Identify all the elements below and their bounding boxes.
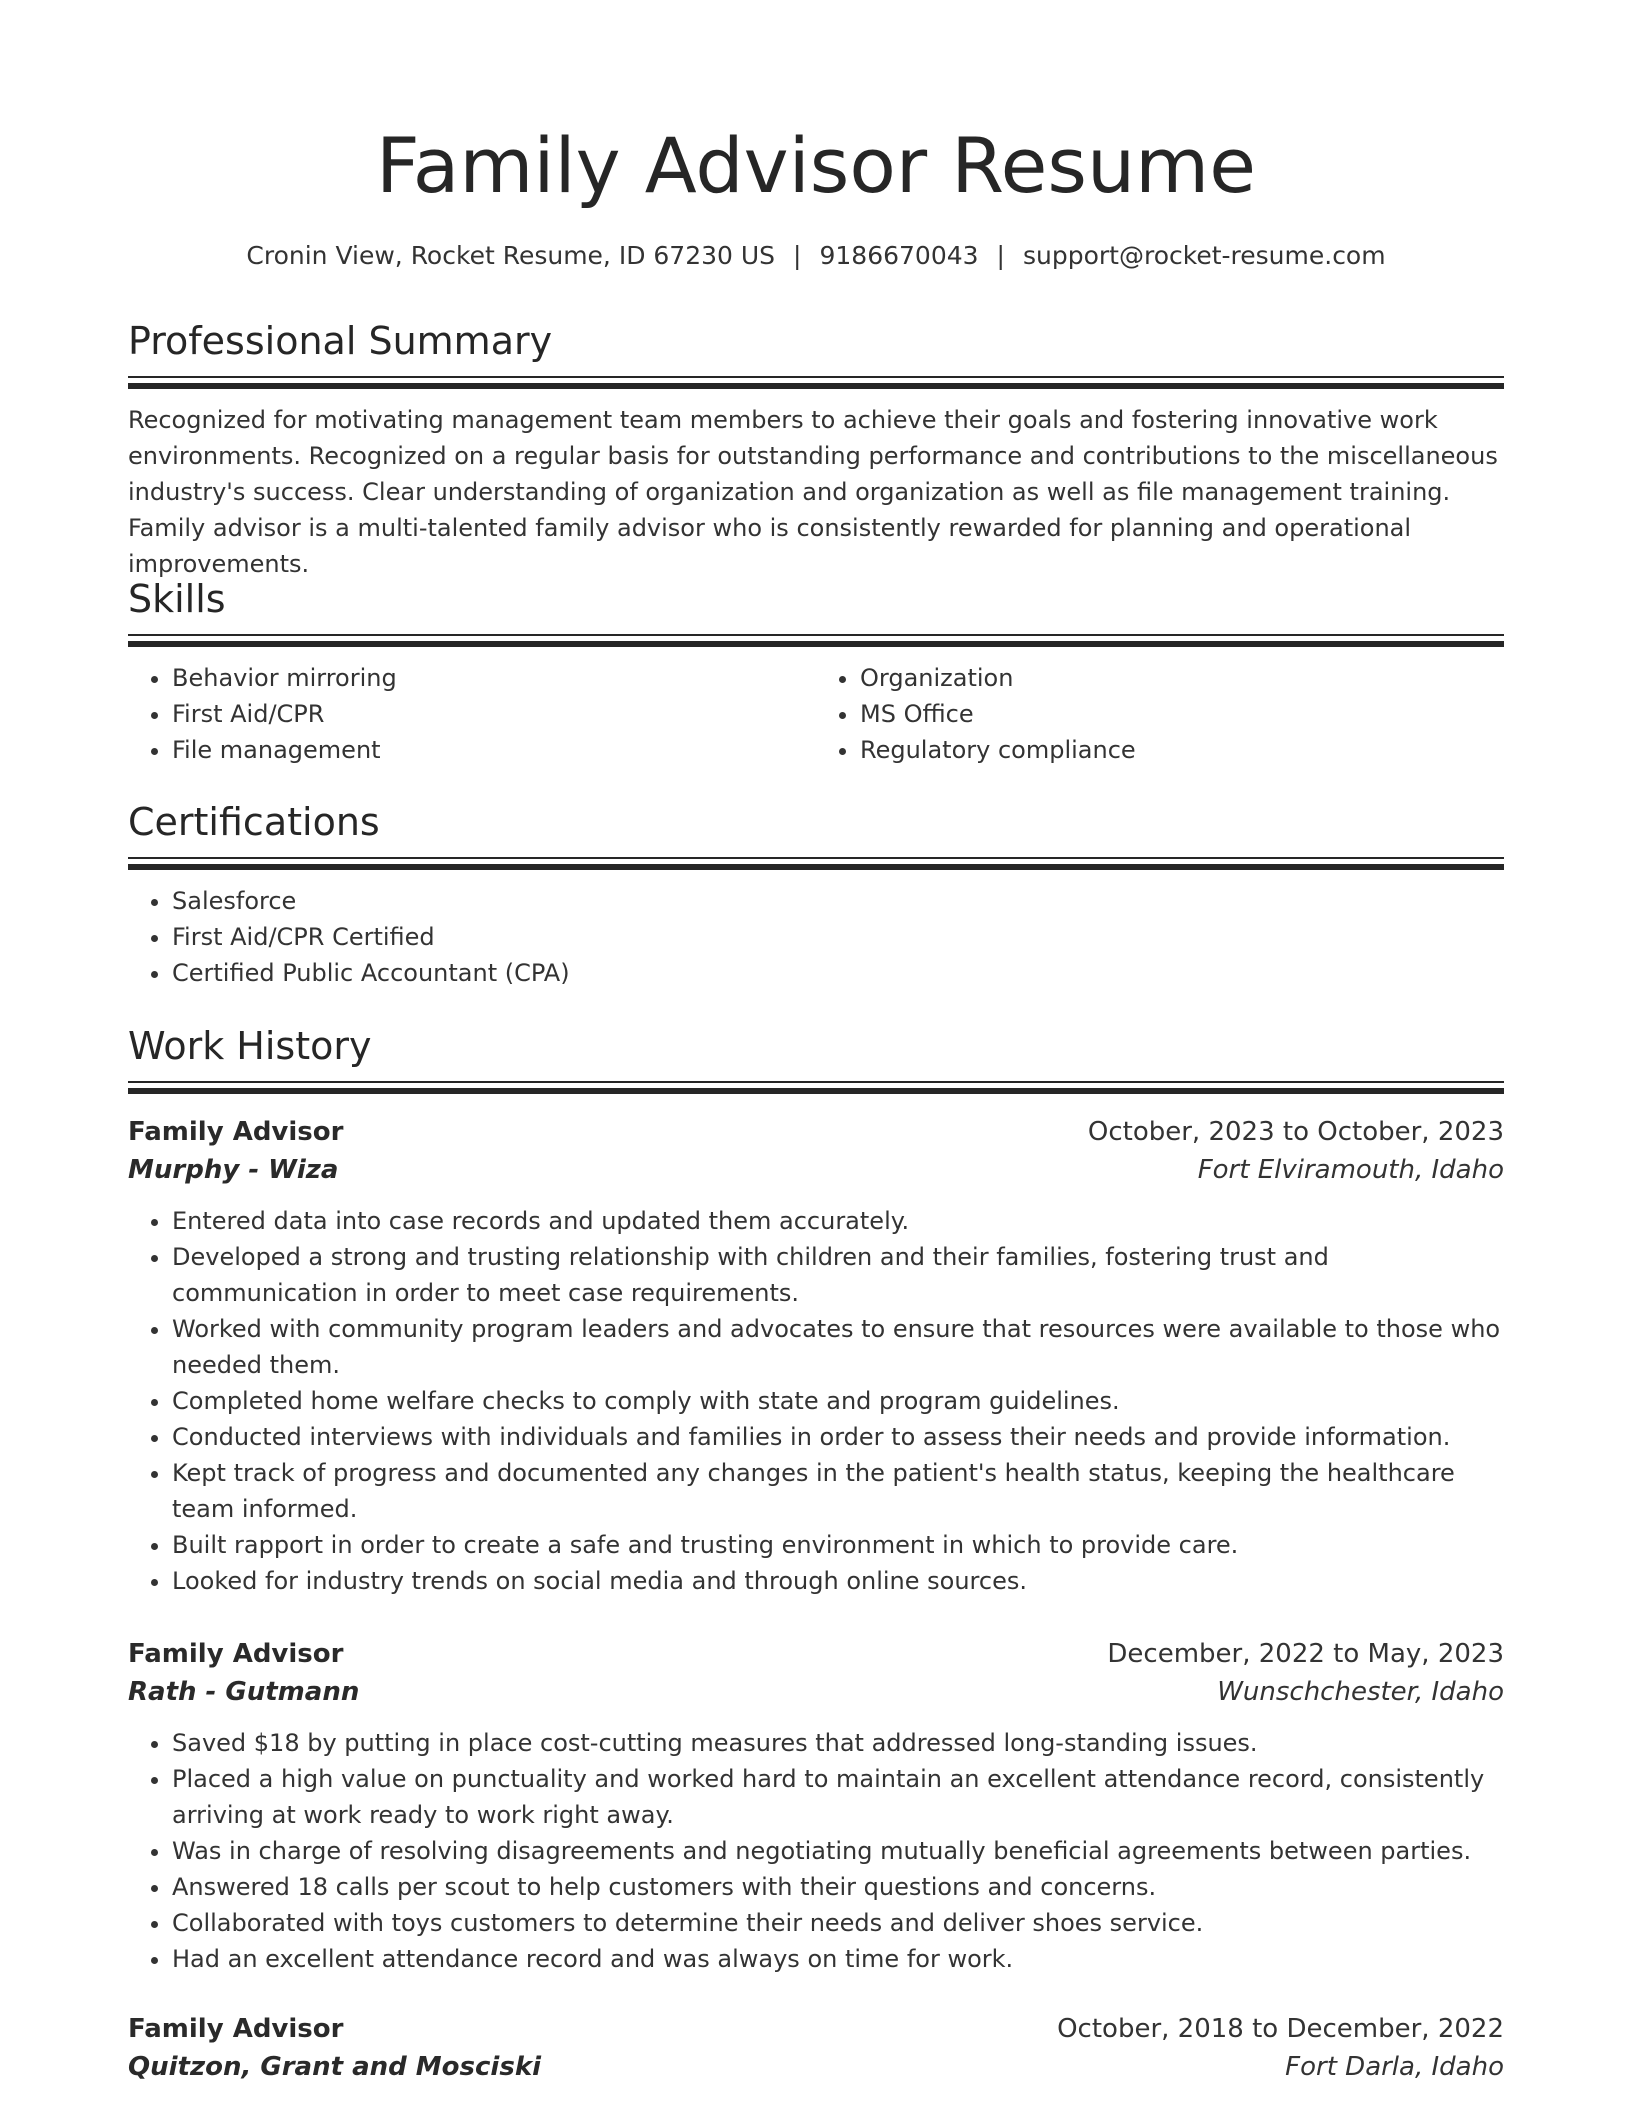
job-location: Wunschchester, Idaho [1217, 1677, 1504, 1707]
section-heading: Skills [128, 577, 226, 621]
section-heading: Work History [128, 1024, 372, 1068]
job-bullet: • Collaborated with toys customers to determine their needs and deliver shoes service. [172, 1905, 1504, 1941]
contact-separator: | [996, 241, 1005, 270]
job-dates: October, 2018 to December, 2022 [1057, 2014, 1504, 2044]
job-company: Rath - Gutmann [128, 1677, 360, 1707]
skill-item: • Organization [860, 660, 1504, 696]
job-company-row [128, 2048, 1504, 2086]
job-entry [128, 1113, 1504, 1599]
job-entry [128, 2010, 1504, 2086]
job-bullet: • Placed a high value on punctuality and worked hard to maintain an excellent attendance record, consistently arriving at work ready to work right away. [172, 1761, 1504, 1833]
skills-list-left [128, 660, 816, 768]
skills-list-right [816, 660, 1504, 768]
job-company: Murphy - Wiza [128, 1155, 339, 1185]
certification-item: • Certified Public Accountant (CPA) [172, 955, 1504, 991]
section-heading: Certifications [128, 800, 380, 844]
job-bullet: • Completed home welfare checks to comply with state and program guidelines. [172, 1383, 1504, 1419]
skill-item: • Behavior mirroring [172, 660, 816, 696]
section-divider [128, 634, 1504, 648]
job-location: Fort Darla, Idaho [1285, 2052, 1504, 2082]
contact-phone: 9186670043 [819, 241, 979, 270]
job-bullet: • Looked for industry trends on social media and through online sources. [172, 1563, 1504, 1599]
skill-item: • File management [172, 732, 816, 768]
contact-line [128, 238, 1504, 274]
section-divider [128, 857, 1504, 871]
skill-item: • First Aid/CPR [172, 696, 816, 732]
job-bullet: • Was in charge of resolving disagreements and negotiating mutually beneficial agreements between parties. [172, 1833, 1504, 1869]
job-company-row [128, 1673, 1504, 1711]
job-title-row [128, 1635, 1504, 1673]
job-bullet: • Built rapport in order to create a safe and trusting environment in which to provide care. [172, 1527, 1504, 1563]
contact-email[interactable]: support@rocket-resume.com [1022, 241, 1386, 270]
job-bullet: • Entered data into case records and updated them accurately. [172, 1203, 1504, 1239]
section-divider [128, 1081, 1504, 1095]
job-title: Family Advisor [128, 2014, 344, 2044]
job-company-row [128, 1151, 1504, 1189]
job-bullet: • Saved $18 by putting in place cost-cutting measures that addressed long-standing issues. [172, 1725, 1504, 1761]
section-divider [128, 376, 1504, 390]
job-bullets [128, 1725, 1504, 1977]
job-title-row [128, 1113, 1504, 1151]
job-bullet: • Answered 18 calls per scout to help customers with their questions and concerns. [172, 1869, 1504, 1905]
resume-title: Family Advisor Resume [376, 121, 1256, 210]
job-title: Family Advisor [128, 1117, 344, 1147]
job-title-row [128, 2010, 1504, 2048]
certifications-section [128, 797, 1504, 991]
skill-item: • Regulatory compliance [860, 732, 1504, 768]
job-bullet: • Had an excellent attendance record and was always on time for work. [172, 1941, 1504, 1977]
job-company: Quitzon, Grant and Mosciski [128, 2052, 542, 2082]
skills-section [128, 574, 1504, 768]
job-bullet: • Kept track of progress and documented any changes in the patient's health status, keeping the healthcare team informed. [172, 1455, 1504, 1527]
job-dates: October, 2023 to October, 2023 [1087, 1117, 1504, 1147]
job-location: Fort Elviramouth, Idaho [1197, 1155, 1504, 1185]
job-entry [128, 1635, 1504, 1977]
section-heading: Professional Summary [128, 319, 553, 363]
job-bullets [128, 1203, 1504, 1599]
job-bullet: • Developed a strong and trusting relationship with children and their families, fostering trust and communication in order to meet case requirements. [172, 1239, 1504, 1311]
work-history-section [128, 1021, 1504, 1095]
job-bullet: • Worked with community program leaders and advocates to ensure that resources were available to those who needed them. [172, 1311, 1504, 1383]
contact-address: Cronin View, Rocket Resume, ID 67230 US [246, 241, 776, 270]
job-title: Family Advisor [128, 1639, 344, 1669]
job-dates: December, 2022 to May, 2023 [1107, 1639, 1504, 1669]
job-bullet: • Conducted interviews with individuals and families in order to assess their needs and provide information. [172, 1419, 1504, 1455]
certification-item: • Salesforce [172, 883, 1504, 919]
skills-columns [128, 660, 1504, 768]
skill-item: • MS Office [860, 696, 1504, 732]
summary-section [128, 316, 1504, 582]
certification-item: • First Aid/CPR Certified [172, 919, 1504, 955]
summary-text: Recognized for motivating management team members to achieve their goals and fostering innovative work environments. Recognized on a regular basis for outstanding performance and contributions to the miscellaneous industry's success. Clear understanding of organization and organization as well as file management training. Family advisor is a multi-talented family advisor who is consistently rewarded for planning and operational improvements. [128, 406, 1498, 578]
contact-separator: | [793, 241, 802, 270]
certifications-list [128, 883, 1504, 991]
